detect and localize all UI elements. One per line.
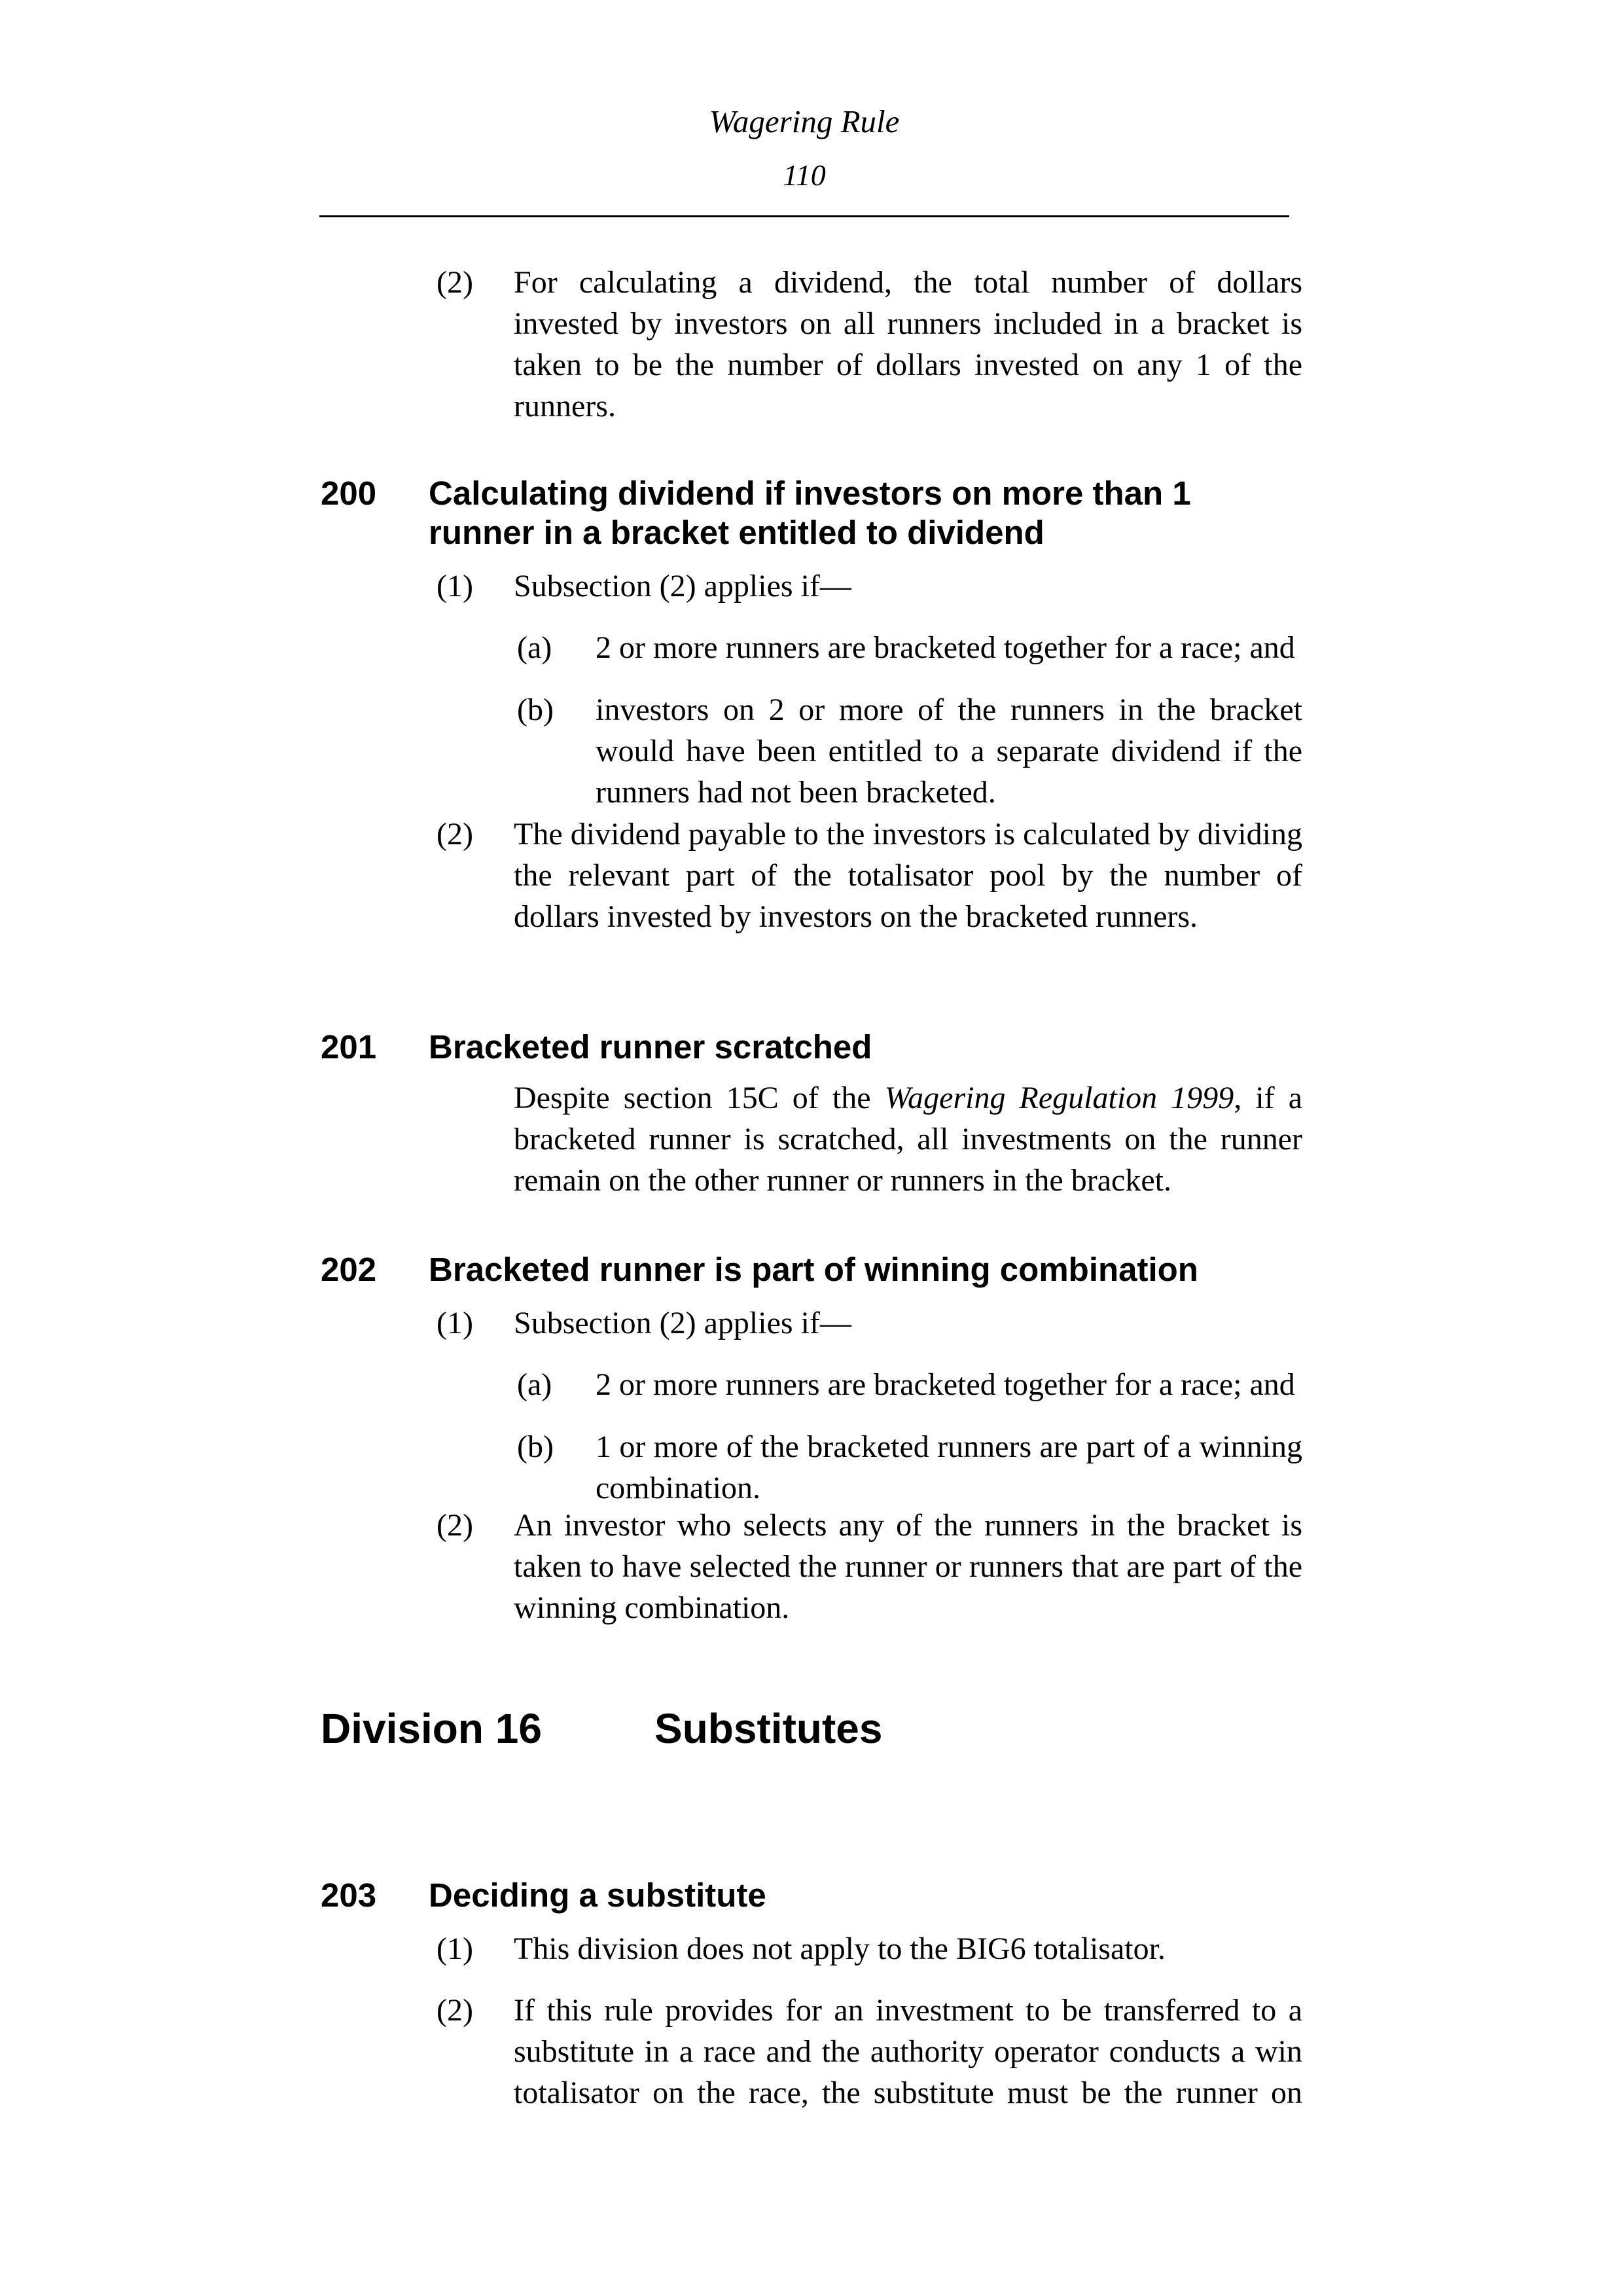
list-item-text: 2 or more runners are bracketed together for a race; and (596, 630, 1295, 665)
paragraph-text: Subsection (2) applies if— (514, 1306, 851, 1340)
section-203-heading (321, 1876, 1302, 1915)
paragraph-text: This division does not apply to the BIG6 totalisator. (514, 1931, 1166, 1966)
list-item-marker: (a) (517, 630, 552, 665)
paragraph-number: (2) (437, 265, 473, 300)
paragraph-intro-2 (437, 262, 1302, 427)
paragraph-text: The dividend payable to the investors is calculated by dividing the relevant part of the totalisator pool by the number of dollars invested by investors on the bracketed runners. (514, 817, 1302, 934)
section-202-subsection-2 (437, 1505, 1302, 1628)
division-label: Division 16 (321, 1705, 542, 1752)
paragraph-number: (1) (437, 1931, 473, 1966)
section-203-subsection-1 (437, 1928, 1302, 1969)
section-number: 202 (321, 1251, 377, 1288)
paragraph-text: An investor who selects any of the runners in the bracket is taken to have selected the runner or runners that are part of the winning combination. (514, 1508, 1302, 1625)
section-202-subsection-1 (437, 1302, 1302, 1344)
page-number: 110 (783, 158, 826, 192)
list-item-text: 1 or more of the bracketed runners are part of a winning combination. (596, 1429, 1302, 1505)
section-202-item-a (517, 1364, 1302, 1405)
paragraph-text: If this rule provides for an investment to be transferred to a substitute in a race and the authority operator conducts a win totalisator on the race, the substitute must be the runner on (514, 1993, 1302, 2110)
header-rule-line (319, 215, 1289, 217)
section-201-body: Despite section 15C of the Wagering Regulation 1999, if a bracketed runner is scratched, all investments on the runner remain on the other runner or runners in the bracket. (514, 1081, 1303, 1198)
section-heading-text: Bracketed runner scratched (429, 1028, 872, 1066)
list-item-marker: (a) (517, 1367, 552, 1402)
section-200-item-b (517, 689, 1302, 813)
section-200-subsection-1 (437, 565, 1302, 607)
division-title: Substitutes (654, 1705, 883, 1752)
paragraph-number: (2) (437, 817, 473, 852)
section-200-item-a (517, 627, 1302, 668)
list-item-marker: (b) (517, 1429, 554, 1464)
section-201-heading (321, 1028, 1302, 1067)
list-item-text: investors on 2 or more of the runners in the bracket would have been entitled to a separate dividend if the runners had not been bracketed. (596, 692, 1302, 810)
section-203-subsection-2 (437, 1990, 1302, 2113)
paragraph-number: (2) (437, 1508, 473, 1543)
section-heading-text: Calculating dividend if investors on more than 1 runner in a bracket entitled to dividend (429, 475, 1191, 551)
section-number: 201 (321, 1028, 377, 1066)
page-header-title: Wagering Rule (709, 103, 900, 139)
section-number: 203 (321, 1876, 377, 1914)
list-item-text: 2 or more runners are bracketed together for a race; and (596, 1367, 1295, 1402)
division-16-heading (321, 1706, 1302, 1751)
section-202-item-b (517, 1426, 1302, 1509)
paragraph-number: (1) (437, 569, 473, 603)
paragraph-number: (2) (437, 1993, 473, 2028)
section-heading-text: Deciding a substitute (429, 1876, 766, 1914)
paragraph-text: Subsection (2) applies if— (514, 569, 851, 603)
section-200-heading (321, 474, 1302, 552)
section-202-heading (321, 1250, 1302, 1289)
paragraph-text: For calculating a dividend, the total number of dollars invested by investors on all runners included in a bracket is taken to be the number of dollars invested on any 1 of the runners. (514, 265, 1302, 423)
section-200-subsection-2 (437, 814, 1302, 937)
section-heading-text: Bracketed runner is part of winning combination (429, 1251, 1198, 1288)
paragraph-number: (1) (437, 1306, 473, 1340)
list-item-marker: (b) (517, 692, 554, 727)
section-number: 200 (321, 475, 377, 512)
